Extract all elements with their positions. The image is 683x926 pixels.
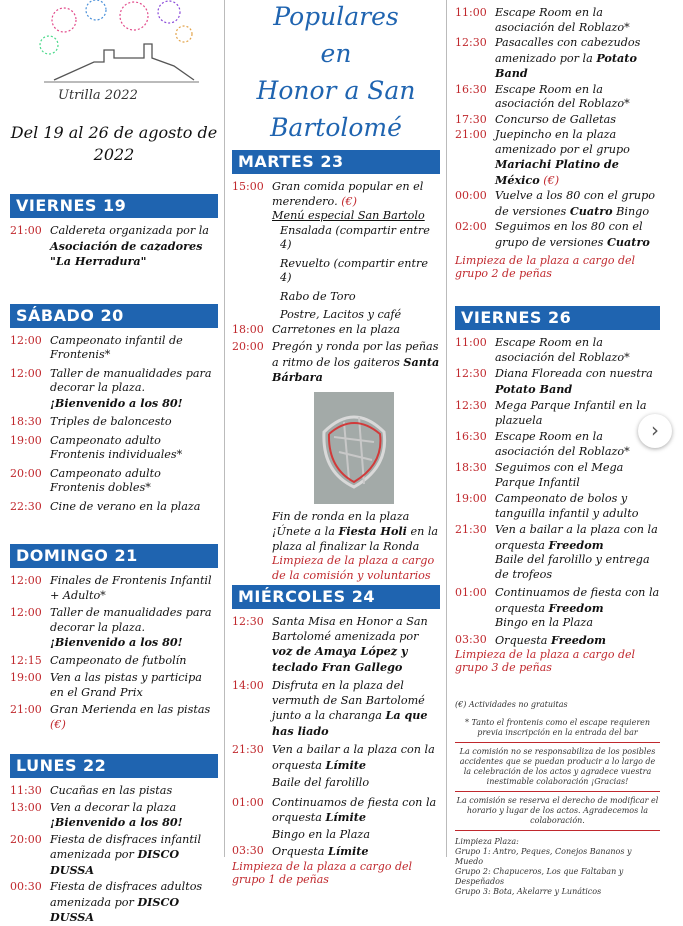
event-performer: ¡Bienvenido a los 80! bbox=[50, 395, 183, 410]
bingo-text: Bingo en la Plaza bbox=[272, 827, 370, 841]
day-header-viernes-26: VIERNES 26 bbox=[455, 306, 660, 330]
event-description: Diana Floreada con nuestra Potato Band bbox=[495, 367, 653, 396]
event-row bbox=[10, 880, 218, 926]
event-description: Fiesta de disfraces adultos amenizada por DISCO DUSSA bbox=[50, 880, 203, 924]
event-time: 00:30 bbox=[10, 880, 42, 893]
event-row bbox=[232, 615, 440, 675]
event-time: 12:30 bbox=[455, 399, 487, 412]
event-time: 11:30 bbox=[10, 784, 42, 797]
paid-marker: (€) bbox=[50, 717, 66, 731]
event-row bbox=[10, 224, 218, 270]
event-row bbox=[232, 679, 440, 739]
event-row bbox=[455, 336, 660, 365]
event-description: Ven a bailar a la plaza con la orquesta Freedom bbox=[495, 523, 658, 552]
event-performer: Freedom bbox=[550, 632, 606, 647]
event-performer: Potato Band bbox=[495, 50, 637, 80]
lunch-menu bbox=[232, 209, 440, 323]
next-image-button[interactable] bbox=[638, 414, 672, 448]
event-time: 01:00 bbox=[232, 795, 264, 809]
event-description: Cine de verano en la plaza bbox=[50, 499, 201, 513]
date-range: Del 19 al 26 de agosto de 2022 bbox=[10, 123, 218, 164]
event-performer: voz de Amaya López y teclado Fran Gallego bbox=[272, 644, 408, 674]
event-row bbox=[455, 492, 660, 521]
event-description: Concurso de Galletas bbox=[495, 112, 616, 126]
event-row bbox=[10, 574, 218, 603]
event-row bbox=[232, 844, 440, 860]
event-time: 12:00 bbox=[10, 574, 42, 587]
event-time: 14:00 bbox=[232, 679, 264, 692]
event-row bbox=[232, 323, 440, 338]
column-left bbox=[10, 0, 218, 926]
day-header-domingo-21: DOMINGO 21 bbox=[10, 544, 218, 568]
event-performer: ¡Bienvenido a los 80! bbox=[50, 815, 183, 829]
menu-item: Ensalada (compartir entre 4) bbox=[280, 223, 430, 251]
event-time: 12:30 bbox=[455, 367, 487, 380]
event-description: Triples de baloncesto bbox=[50, 415, 172, 428]
event-performer: Cuatro bbox=[606, 234, 650, 249]
event-row bbox=[232, 340, 440, 386]
logo-caption: Utrilla 2022 bbox=[58, 88, 138, 103]
event-row bbox=[455, 367, 660, 397]
event-description: Mega Parque Infantil en la plazuela bbox=[495, 399, 647, 427]
event-row bbox=[10, 784, 218, 799]
event-description: Santa Misa en Honor a San Bartolomé amenizada por voz de Amaya López y teclado Fran Gallego bbox=[272, 615, 428, 674]
event-time: 20:00 bbox=[10, 466, 42, 480]
event-performer: DISCO DUSSA bbox=[50, 894, 180, 924]
event-description: Orquesta Límite bbox=[272, 844, 369, 858]
schedule-note: La comisión se reserva el derecho de modificar el horario y lugar de los actos. Agradecemos la colaboración. bbox=[456, 796, 659, 825]
column-divider bbox=[446, 0, 447, 857]
event-performer: DISCO DUSSA bbox=[50, 847, 180, 877]
asterisk-note: * Tanto el frontenis como el escape requieren previa inscripción en la entrada del bar bbox=[464, 718, 651, 737]
event-description: Escape Room en la asociación del Roblazo* bbox=[495, 336, 630, 364]
event-performer: La que has liado bbox=[272, 708, 428, 738]
event-time: 21:00 bbox=[455, 128, 487, 141]
cleanup-note: Limpieza de la plaza a cargo del grupo 3 de peñas bbox=[455, 648, 636, 674]
column-right bbox=[455, 0, 660, 897]
event-time: 12:00 bbox=[10, 606, 42, 619]
cleanup-note: Limpieza de la plaza a cargo del grupo 1 de peñas bbox=[232, 859, 413, 886]
event-row bbox=[232, 796, 440, 826]
day-events-sabado-20 bbox=[10, 334, 218, 515]
event-description: Campeonato de futbolín bbox=[50, 653, 187, 667]
euro-note: (€) Actividades no gratuitas bbox=[455, 700, 568, 709]
bingo-text: Bingo en la Plaza bbox=[495, 616, 593, 629]
event-performer: Santa Bárbara bbox=[272, 354, 440, 384]
day-events-lunes-22 bbox=[10, 784, 218, 926]
event-performer: Freedom bbox=[548, 600, 604, 615]
event-time: 12:15 bbox=[10, 653, 42, 667]
event-description: Seguimos en los 80 con el grupo de versiones Cuatro bbox=[495, 220, 650, 249]
event-description: Pregón y ronda por las peñas a ritmo de los gaiteros Santa Bárbara bbox=[272, 340, 440, 384]
event-row bbox=[10, 703, 218, 732]
event-time: 21:00 bbox=[10, 224, 42, 237]
event-row bbox=[10, 606, 218, 651]
event-time: 03:30 bbox=[455, 632, 487, 646]
event-time: 03:30 bbox=[232, 844, 264, 857]
event-time: 01:00 bbox=[455, 586, 487, 599]
event-description: Cucañas en las pistas bbox=[50, 784, 173, 797]
divider bbox=[455, 742, 660, 743]
event-row bbox=[455, 6, 660, 35]
day-header-martes-23: MARTES 23 bbox=[232, 150, 440, 174]
day-events-domingo-21 bbox=[10, 574, 218, 732]
day-header-sabado-20: SÁBADO 20 bbox=[10, 304, 218, 328]
event-time: 11:00 bbox=[455, 6, 487, 19]
event-performer: Asociación de cazadores "La Herradura" bbox=[50, 238, 203, 268]
day-header-lunes-22: LUNES 22 bbox=[10, 754, 218, 778]
event-row bbox=[10, 500, 218, 515]
main-title bbox=[232, 0, 440, 146]
event-description: Campeonato infantil de Frontenis* bbox=[50, 333, 183, 361]
event-row bbox=[10, 671, 218, 700]
event-time: 12:00 bbox=[10, 333, 42, 347]
event-description: Juepincho en la plaza amenizado por el grupo Mariachi Platino de México (€) bbox=[495, 128, 630, 187]
event-time: 22:30 bbox=[10, 499, 42, 513]
menu-item: Revuelto (compartir entre 4) bbox=[280, 256, 428, 284]
day-events-viernes-26 bbox=[455, 336, 660, 553]
menu-title: Menú especial San Bartolo bbox=[272, 209, 425, 222]
paid-marker: (€) bbox=[539, 173, 560, 187]
divider bbox=[455, 830, 660, 831]
cleanup-group: Grupo 2: Chapuceros, Los que Faltaban y Despeñados bbox=[455, 867, 624, 886]
event-time: 19:00 bbox=[455, 492, 487, 505]
event-description: Vuelve a los 80 con el grupo de versiones Cuatro Bingo bbox=[495, 189, 656, 218]
festival-logo bbox=[10, 0, 218, 108]
cleanup-group: Grupo 1: Antro, Peques, Conejos Bananos y Muedo bbox=[455, 847, 632, 866]
event-time: 19:00 bbox=[10, 671, 42, 684]
event-time: 18:30 bbox=[455, 461, 487, 474]
cleanup-note: Limpieza de la plaza a cargo de la comisión y voluntarios bbox=[272, 554, 435, 582]
event-description: Pasacalles con cabezudos amenizado por la Potato Band bbox=[495, 36, 641, 80]
day-events-viernes-26-b bbox=[455, 586, 660, 616]
event-row bbox=[10, 467, 218, 496]
event-description: Continuamos de fiesta con la orquesta Freedom bbox=[495, 586, 660, 615]
event-time: 18:00 bbox=[232, 322, 264, 336]
day-events-viernes-26-c bbox=[455, 633, 660, 649]
event-row bbox=[455, 430, 660, 459]
event-description: Escape Room en la asociación del Roblazo* bbox=[495, 430, 630, 458]
event-description: Ven a las pistas y participa en el Grand Prix bbox=[50, 671, 202, 699]
event-row bbox=[10, 367, 218, 412]
column-middle bbox=[232, 0, 440, 886]
event-time: 21:00 bbox=[10, 703, 42, 716]
event-description: Finales de Frontenis Infantil + Adulto* bbox=[50, 574, 212, 602]
event-description: Taller de manualidades para decorar la plaza. ¡Bienvenido a los 80! bbox=[50, 606, 212, 649]
event-row bbox=[455, 128, 660, 188]
menu-item: Postre, Lacitos y café bbox=[280, 308, 402, 321]
day-header-miercoles-24: MIÉRCOLES 24 bbox=[232, 585, 440, 609]
event-time: 16:30 bbox=[455, 430, 487, 443]
column-divider bbox=[224, 0, 225, 857]
event-performer: Límite bbox=[325, 757, 367, 772]
event-time: 19:00 bbox=[10, 433, 42, 447]
fireworks-castle-icon bbox=[34, 0, 204, 88]
event-row bbox=[10, 801, 218, 831]
event-row bbox=[455, 113, 660, 128]
event-time: 15:00 bbox=[232, 180, 264, 193]
cleanup-note: Limpieza de la plaza a cargo del grupo 2 de peñas bbox=[455, 254, 636, 280]
event-performer: Freedom bbox=[548, 537, 604, 552]
event-row bbox=[455, 399, 660, 428]
ronda-end-text: Fin de ronda en la plaza ¡Únete a la Fiesta Holi en la plaza al finalizar la Ronda bbox=[272, 509, 439, 553]
event-time: 11:00 bbox=[455, 336, 487, 349]
event-performer: Potato Band bbox=[495, 381, 573, 396]
day-events-miercoles-24-c bbox=[232, 844, 440, 860]
event-time: 18:30 bbox=[10, 415, 42, 428]
title-line: Bartolomé bbox=[270, 113, 402, 142]
day-events-martes-23 bbox=[232, 180, 440, 209]
day-events-viernes-19 bbox=[10, 224, 218, 270]
event-description: Disfruta en la plaza del vermuth de San Bartolomé junto a la charanga La que has liado bbox=[272, 679, 428, 738]
event-row bbox=[455, 83, 660, 112]
paid-marker: (€) bbox=[341, 194, 358, 208]
event-time: 20:00 bbox=[232, 340, 264, 353]
event-time: 16:30 bbox=[455, 82, 487, 96]
event-row bbox=[10, 434, 218, 463]
day-events-jueves-25 bbox=[455, 6, 660, 250]
event-performer: Mariachi Platino de México bbox=[495, 157, 619, 187]
event-time: 21:30 bbox=[232, 743, 264, 756]
event-time: 13:00 bbox=[10, 800, 42, 814]
event-description: Carretones en la plaza bbox=[272, 322, 401, 336]
event-row bbox=[455, 523, 660, 553]
event-row bbox=[455, 189, 660, 219]
event-description: Campeonato adulto Frontenis dobles* bbox=[50, 466, 161, 494]
baile-text: Baile del farolillo bbox=[272, 776, 370, 789]
event-performer: Límite bbox=[325, 810, 367, 824]
chevron-right-icon: › bbox=[651, 418, 659, 442]
event-description: Orquesta Freedom bbox=[495, 632, 606, 647]
title-line: en bbox=[320, 39, 352, 68]
day-events-miercoles-24 bbox=[232, 615, 440, 773]
event-time: 12:00 bbox=[10, 366, 42, 380]
cleanup-groups-title: Limpieza Plaza: bbox=[455, 837, 519, 846]
event-time: 12:30 bbox=[455, 36, 487, 49]
cleanup-group: Grupo 3: Bota, Akelarre y Lunáticos bbox=[455, 887, 602, 896]
title-line: Honor a San bbox=[256, 76, 416, 105]
divider bbox=[455, 791, 660, 792]
event-row bbox=[455, 220, 660, 250]
title-line: Populares bbox=[273, 2, 399, 31]
event-time: 02:00 bbox=[455, 220, 487, 233]
event-row bbox=[232, 180, 440, 209]
event-time: 12:30 bbox=[232, 615, 264, 628]
event-description: Fiesta de disfraces infantil amenizada por DISCO DUSSA bbox=[50, 832, 202, 877]
menu-item: Rabo de Toro bbox=[280, 289, 356, 303]
event-row bbox=[455, 461, 660, 490]
liability-note: La comisión no se responsabiliza de los posibles accidentes que se puedan producir a lo largo de la celebración de los actos y agradece vuestra inestimable colaboración ¡Gracias! bbox=[459, 747, 656, 786]
event-performer: Límite bbox=[327, 844, 369, 858]
event-time: 20:00 bbox=[10, 832, 42, 846]
day-header-viernes-19: VIERNES 19 bbox=[10, 194, 218, 218]
event-time: 00:00 bbox=[455, 189, 487, 202]
event-row bbox=[10, 833, 218, 879]
event-description: Seguimos con el Mega Parque Infantil bbox=[495, 461, 624, 489]
event-description: Continuamos de fiesta con la orquesta Límite bbox=[272, 795, 437, 824]
event-row bbox=[10, 415, 218, 430]
event-row bbox=[10, 654, 218, 669]
event-time: 17:30 bbox=[455, 112, 487, 126]
event-description: Ven a decorar la plaza ¡Bienvenido a los 80! bbox=[50, 800, 183, 829]
event-description: Campeonato adulto Frontenis individuales* bbox=[50, 433, 183, 461]
day-events-martes-23-b bbox=[232, 323, 440, 386]
event-description: Gran comida popular en el merendero. (€) bbox=[272, 180, 424, 208]
event-row bbox=[455, 36, 660, 82]
event-row bbox=[455, 633, 660, 649]
event-description: Escape Room en la asociación del Roblazo* bbox=[495, 82, 630, 110]
event-description: Campeonato de bolos y tanguilla infantil y adulto bbox=[495, 492, 639, 520]
route-map-image bbox=[314, 392, 394, 504]
event-time: 21:30 bbox=[455, 523, 487, 536]
event-description: Taller de manualidades para decorar la plaza. ¡Bienvenido a los 80! bbox=[50, 366, 212, 410]
event-performer: ¡Bienvenido a los 80! bbox=[50, 635, 183, 649]
event-description: Ven a bailar a la plaza con la orquesta Límite bbox=[272, 743, 435, 772]
event-performer: Cuatro bbox=[569, 203, 613, 218]
event-row bbox=[455, 586, 660, 616]
event-description: Escape Room en la asociación del Roblazo* bbox=[495, 6, 630, 34]
event-description: Caldereta organizada por la Asociación de cazadores "La Herradura" bbox=[50, 224, 209, 268]
footnotes bbox=[455, 700, 660, 897]
event-row bbox=[232, 743, 440, 773]
baile-text: Baile del farolillo y entrega de trofeos bbox=[495, 553, 650, 581]
day-events-miercoles-24-b bbox=[232, 796, 440, 826]
event-row bbox=[10, 334, 218, 363]
event-description: Gran Merienda en las pistas (€) bbox=[50, 703, 211, 731]
